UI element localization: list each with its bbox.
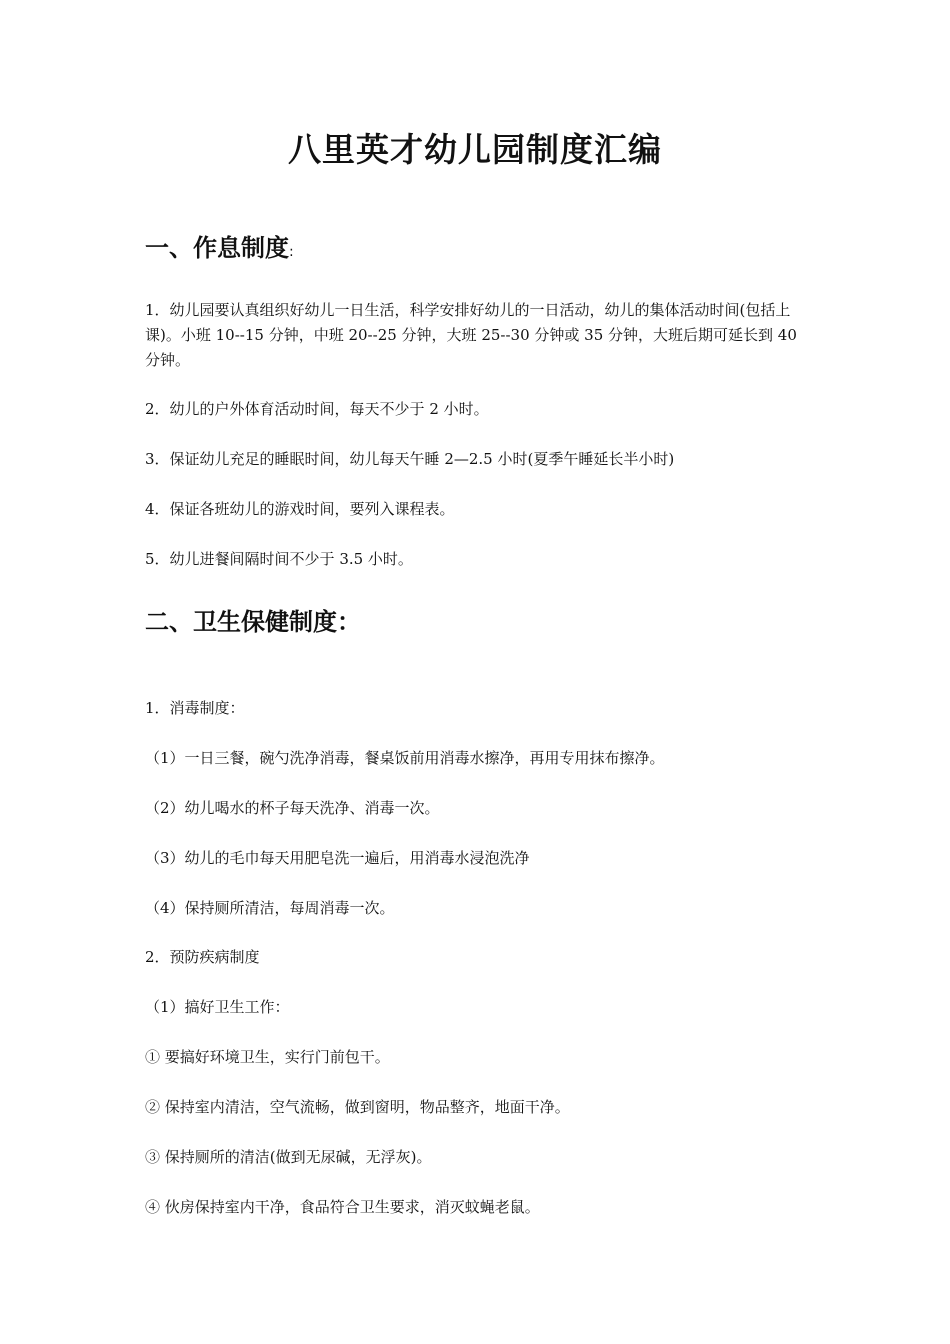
section-heading-text: 一、作息制度 (145, 234, 289, 262)
paragraph: 2．幼儿的户外体育活动时间，每天不少于 2 小时。 (145, 400, 489, 418)
paragraph: （4）保持厕所清洁，每周消毒一次。 (145, 899, 395, 917)
paragraph: 1．幼儿园要认真组织好幼儿一日生活，科学安排好幼儿的一日活动，幼儿的集体活动时间(包括上课)。小班 10--15 分钟，中班 20--25 分钟，大班 25--30 分钟或 35 分钟，大班后期可延长到 40 分钟。 (145, 301, 797, 369)
paragraph: ④ 伙房保持室内干净，食品符合卫生要求，消灭蚊蝇老鼠。 (145, 1198, 540, 1216)
paragraph: 3．保证幼儿充足的睡眠时间，幼儿每天午睡 2—2.5 小时(夏季午睡延长半小时) (145, 450, 675, 468)
paragraph: 5．幼儿进餐间隔时间不少于 3.5 小时。 (145, 550, 413, 568)
paragraph: 4．保证各班幼儿的游戏时间，要列入课程表。 (145, 500, 455, 518)
section-heading-schedule (145, 230, 294, 270)
document-title: 八里英才幼儿园制度汇编 (288, 130, 662, 169)
heading-colon: : (289, 244, 294, 260)
paragraph: （1）搞好卫生工作： (145, 998, 290, 1016)
paragraph: ① 要搞好环境卫生，实行门前包干。 (145, 1048, 390, 1066)
section-heading-health: 二、卫生保健制度： (145, 608, 361, 636)
paragraph: （2）幼儿喝水的杯子每天洗净、消毒一次。 (145, 799, 440, 817)
paragraph: ② 保持室内清洁，空气流畅，做到窗明，物品整齐，地面干净。 (145, 1098, 570, 1116)
paragraph: ③ 保持厕所的清洁(做到无尿碱，无浮灰)。 (145, 1148, 432, 1166)
paragraph: （1）一日三餐，碗勺洗净消毒，餐桌饭前用消毒水擦净，再用专用抹布擦净。 (145, 749, 665, 767)
paragraph: （3）幼儿的毛巾每天用肥皂洗一遍后，用消毒水浸泡洗净 (145, 849, 530, 867)
paragraph: 2．预防疾病制度 (145, 948, 260, 966)
paragraph: 1．消毒制度： (145, 699, 245, 717)
